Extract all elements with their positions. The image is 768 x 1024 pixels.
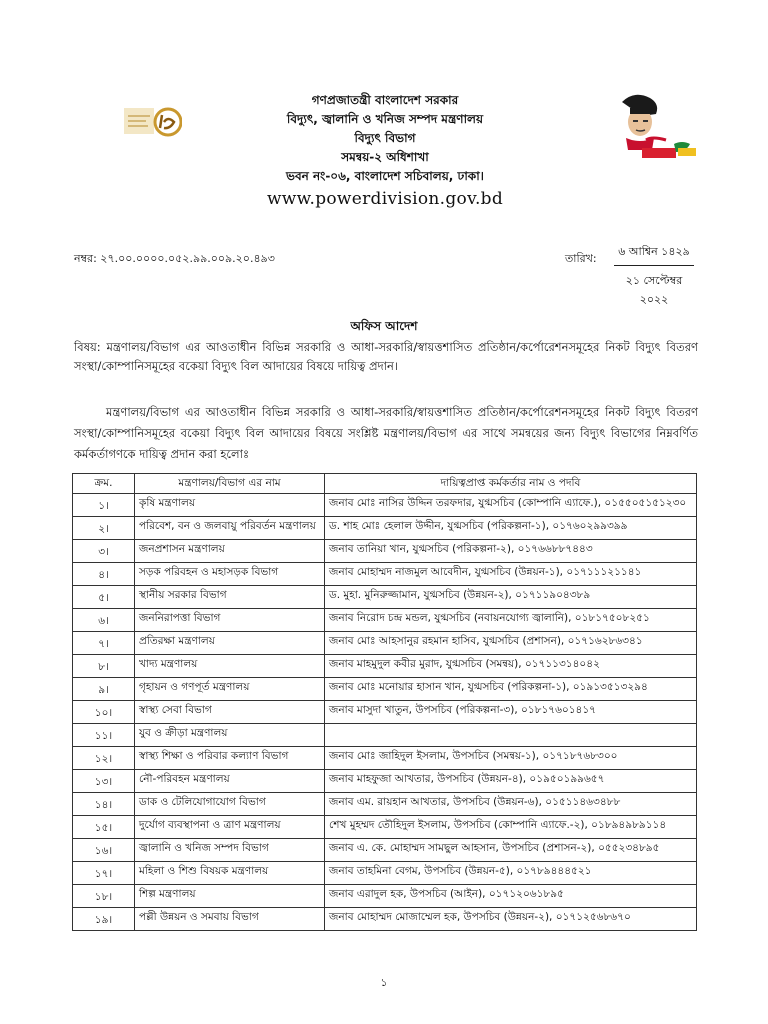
- page-number: ১: [380, 976, 388, 989]
- table-header-row: [73, 474, 697, 494]
- row-ministry: জ্বালানি ও খনিজ সম্পদ বিভাগ: [135, 839, 325, 862]
- row-serial: ১০।: [73, 701, 135, 724]
- table-row: [73, 747, 697, 770]
- row-ministry: নৌ-পরিবহন মন্ত্রণালয়: [135, 770, 325, 793]
- office-order-title: অফিস আদেশ: [350, 319, 418, 333]
- row-ministry: দুর্যোগ ব্যবস্থাপনা ও ত্রাণ মন্ত্রণালয়: [135, 816, 325, 839]
- date-bangla: ৬ আশ্বিন ১৪২৯: [614, 243, 694, 266]
- row-serial: ৩।: [73, 540, 135, 563]
- row-serial: ৯।: [73, 678, 135, 701]
- row-officer: জনাব মোঃ আহসানুর রহমান হাসিব, যুগ্মসচিব (প্রশাসন), ০১৭১৬২৮৬৩৪১: [325, 632, 697, 655]
- branch-name: সমন্বয়-২ অধিশাখা: [341, 150, 429, 164]
- golden-jubilee-logo: [124, 102, 182, 142]
- table-row: [73, 908, 697, 931]
- row-officer: ড. শাহ মোঃ হেলাল উদ্দীন, যুগ্মসচিব (পরিকল্পনা-১), ০১৭৬০২৯৯৩৯৯: [325, 517, 697, 540]
- website-link[interactable]: www.powerdivision.gov.bd: [266, 189, 504, 209]
- table-row: [73, 816, 697, 839]
- row-serial: ২।: [73, 517, 135, 540]
- row-officer: জনাব এম. রায়হান আখতার, উপসচিব (উন্নয়ন-৬), ০১৫১১৪৬৩৪৮৮: [325, 793, 697, 816]
- table-row: [73, 517, 697, 540]
- row-officer: জনাব মোঃ নাসির উদ্দিন তরফদার, যুগ্মসচিব (কোম্পানি এ্যাফে.), ০১৫৫০৫১৫১২৩০: [325, 494, 697, 517]
- row-serial: ৪।: [73, 563, 135, 586]
- row-officer: জনাব মোহাম্মদ নাজমুল আবেদীন, যুগ্মসচিব (উন্নয়ন-১), ০১৭১১১২১১৪১: [325, 563, 697, 586]
- row-ministry: খাদ্য মন্ত্রণালয়: [135, 655, 325, 678]
- ministry-name: বিদ্যুৎ, জ্বালানি ও খনিজ সম্পদ মন্ত্রণালয়: [286, 112, 484, 126]
- division-name: বিদ্যুৎ বিভাগ: [354, 131, 416, 145]
- row-ministry: মহিলা ও শিশু বিষয়ক মন্ত্রণালয়: [135, 862, 325, 885]
- table-row: [73, 494, 697, 517]
- table-row: [73, 586, 697, 609]
- row-ministry: স্থানীয় সরকার বিভাগ: [135, 586, 325, 609]
- responsibility-table: [72, 473, 697, 931]
- row-officer: শেখ মুহম্মদ তৌহিদুল ইসলাম, উপসচিব (কোম্পানি এ্যাফে.-২), ০১৮৯৪৯৮৯১১৪: [325, 816, 697, 839]
- row-serial: ১৯।: [73, 908, 135, 931]
- row-officer: ড. মুহা. মুনিরুজ্জামান, যুগ্মসচিব (উন্নয়ন-২), ০১৭১১৯০৪৩৮৯: [325, 586, 697, 609]
- row-serial: ১৫।: [73, 816, 135, 839]
- table-row: [73, 724, 697, 747]
- table-row: [73, 770, 697, 793]
- row-ministry: গৃহায়ন ও গণপূর্ত মন্ত্রণালয়: [135, 678, 325, 701]
- office-address: ভবন নং-০৬, বাংলাদেশ সচিবালয়, ঢাকা।: [286, 169, 484, 183]
- row-ministry: কৃষি মন্ত্রণালয়: [135, 494, 325, 517]
- row-serial: ১২।: [73, 747, 135, 770]
- header-officer: দায়িত্বপ্রাপ্ত কর্মকর্তার নাম ও পদবি: [325, 474, 697, 494]
- table-row: [73, 839, 697, 862]
- table-row: [73, 678, 697, 701]
- row-serial: ৮।: [73, 655, 135, 678]
- row-serial: ১৮।: [73, 885, 135, 908]
- table-row: [73, 540, 697, 563]
- table-row: [73, 655, 697, 678]
- row-ministry: পল্লী উন্নয়ন ও সমবায় বিভাগ: [135, 908, 325, 931]
- row-officer: জনাব এ. কে. মোহাম্মদ সামছুল আহসান, উপসচিব (প্রশাসন-২), ০৫৫২৩৪৮৯৫: [325, 839, 697, 862]
- row-serial: ১৩।: [73, 770, 135, 793]
- row-ministry: জনপ্রশাসন মন্ত্রণালয়: [135, 540, 325, 563]
- table-row: [73, 632, 697, 655]
- table-row: [73, 701, 697, 724]
- row-serial: ৫।: [73, 586, 135, 609]
- header-serial: ক্রম.: [73, 474, 135, 494]
- row-serial: ৬।: [73, 609, 135, 632]
- government-name: গণপ্রজাতন্ত্রী বাংলাদেশ সরকার: [311, 93, 459, 107]
- date-english: ২১ সেপ্টেম্বর ২০২২: [625, 274, 683, 306]
- row-officer: জনাব নিরোদ চন্দ্র মন্ডল, যুগ্মসচিব (নবায়নযোগ্য জ্বালানি), ০১৮১৭৫০৮২৫১: [325, 609, 697, 632]
- row-serial: ১৬।: [73, 839, 135, 862]
- row-officer: জনাব তানিয়া খান, যুগ্মসচিব (পরিকল্পনা-২), ০১৭৬৬৮৮৭৪৪৩: [325, 540, 697, 563]
- letterhead: [200, 91, 570, 211]
- row-officer: [325, 724, 697, 747]
- row-serial: ১।: [73, 494, 135, 517]
- row-ministry: পরিবেশ, বন ও জলবায়ু পরিবর্তন মন্ত্রণালয়: [135, 517, 325, 540]
- row-officer: জনাব মাসুদা খাতুন, উপসচিব (পরিকল্পনা-৩), ০১৮১৭৬০১৪১৭: [325, 701, 697, 724]
- row-ministry: প্রতিরক্ষা মন্ত্রণালয়: [135, 632, 325, 655]
- row-ministry: শিল্প মন্ত্রণালয়: [135, 885, 325, 908]
- row-ministry: স্বাস্থ্য সেবা বিভাগ: [135, 701, 325, 724]
- table-row: [73, 862, 697, 885]
- date-label: তারিখ:: [565, 252, 597, 265]
- row-serial: ১৭।: [73, 862, 135, 885]
- row-officer: জনাব মাহফুজা আখতার, উপসচিব (উন্নয়ন-৪), ০১৯৫০১৯৯৬৫৭: [325, 770, 697, 793]
- table-row: [73, 609, 697, 632]
- row-ministry: ডাক ও টেলিযোগাযোগ বিভাগ: [135, 793, 325, 816]
- table-row: [73, 885, 697, 908]
- body-paragraph: মন্ত্রণালয়/বিভাগ এর আওতাধীন বিভিন্ন সরকারি ও আধা-সরকারি/স্বায়ত্তশাসিত প্রতিষ্ঠান/কর্পোরেশনসমূহের নিকট বিদ্যুৎ বিতরণ সংস্থা/কোম্পানিসমূহের বকেয়া বিদ্যুৎ বিল আদায়ের বিষয়ে সংশ্লিষ্ট মন্ত্রণালয়/বিভাগ এর সাথে সমন্বয়ের জন্য বিদ্যুৎ বিভাগের নিম্নবর্ণিত কর্মকর্তাগণকে দায়িত্ব প্রদান করা হলোঃ: [74, 405, 698, 461]
- row-ministry: সড়ক পরিবহন ও মহাসড়ক বিভাগ: [135, 563, 325, 586]
- table-row: [73, 793, 697, 816]
- row-serial: ১১।: [73, 724, 135, 747]
- row-officer: জনাব মোঃ মনোয়ার হাসান খান, যুগ্মসচিব (পরিকল্পনা-১), ০১৯১৩৫১৩২৯৪: [325, 678, 697, 701]
- row-serial: ১৪।: [73, 793, 135, 816]
- memo-number: নম্বর: ২৭.০০.০০০০.০৫২.৯৯.০০৯.২০.৪৯৩: [74, 252, 275, 265]
- row-officer: জনাব এরাদুল হক, উপসচিব (আইন), ০১৭১২০৬১৮৯৫: [325, 885, 697, 908]
- table-row: [73, 563, 697, 586]
- subject-paragraph: বিষয়: মন্ত্রণালয়/বিভাগ এর আওতাধীন বিভিন্ন সরকারি ও আধা-সরকারি/স্বায়ত্তশাসিত প্রতিষ্ঠান/কর্পোরেশনসমূহের নিকট বিদ্যুৎ বিতরণ সংস্থা/কোম্পানিসমূহের বকেয়া বিদ্যুৎ বিল আদায়ের বিষয়ে দায়িত্ব প্রদান।: [74, 340, 698, 373]
- row-ministry: যুব ও ক্রীড়া মন্ত্রণালয়: [135, 724, 325, 747]
- header-ministry: মন্ত্রণালয়/বিভাগ এর নাম: [135, 474, 325, 494]
- row-ministry: স্বাস্থ্য শিক্ষা ও পরিবার কল্যাণ বিভাগ: [135, 747, 325, 770]
- row-ministry: জননিরাপত্তা বিভাগ: [135, 609, 325, 632]
- row-officer: জনাব মাহমুদুল কবীর মুরাদ, যুগ্মসচিব (সমন্বয়), ০১৭১১৩১৪০৪২: [325, 655, 697, 678]
- mujib-borsho-logo: [612, 92, 698, 162]
- row-officer: জনাব মোহাম্মদ মোজাম্মেল হক, উপসচিব (উন্নয়ন-২), ০১৭১২৫৬৮৬৭০: [325, 908, 697, 931]
- row-officer: জনাব তাহমিনা বেগম, উপসচিব (উন্নয়ন-৫), ০১৭৮৯৪৪৪৫২১: [325, 862, 697, 885]
- row-officer: জনাব মোঃ জাহিদুল ইসলাম, উপসচিব (সমন্বয়-১), ০১৭১৮৭৬৮৩০০: [325, 747, 697, 770]
- row-serial: ৭।: [73, 632, 135, 655]
